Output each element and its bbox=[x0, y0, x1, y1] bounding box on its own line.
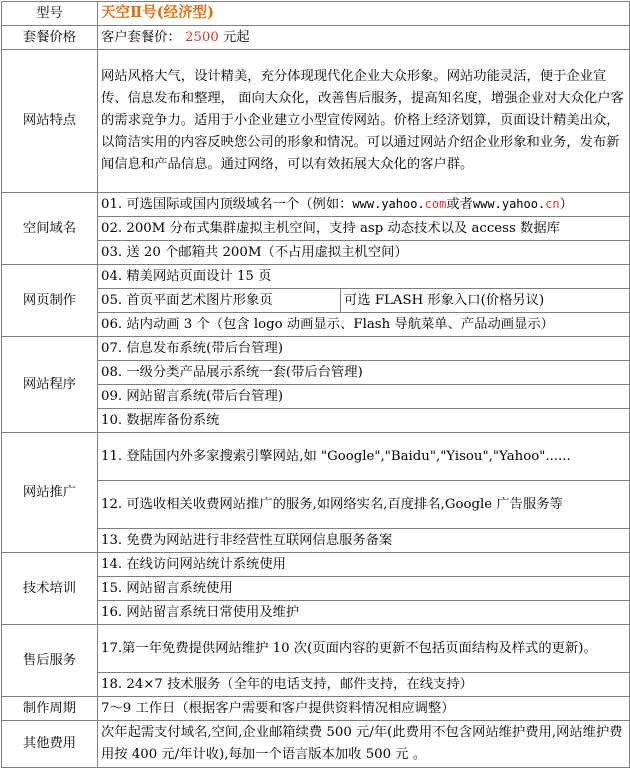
program-item-07: 07. 信息发布系统(带后台管理) bbox=[98, 337, 630, 361]
label-production-cycle: 制作周期 bbox=[2, 697, 98, 721]
promotion-item-12: 12. 可选收相关收费网站推广的服务,如网络实名,百度排名,Google 广告服务等 bbox=[98, 481, 630, 529]
label-promotion: 网站推广 bbox=[2, 433, 98, 553]
training-item-14: 14. 在线访问网站统计系统使用 bbox=[98, 553, 630, 577]
price-suffix: 元起 bbox=[223, 29, 250, 45]
label-space-domain: 空间域名 bbox=[2, 193, 98, 265]
label-features: 网站特点 bbox=[2, 50, 98, 193]
other-fees-text: 次年起需支付域名,空间,企业邮箱续费 500 元/年(此费用不包含网站维护费用,网站维护费用按 400 元/年计收),每加一个语言版本加收 500 元 。 bbox=[98, 721, 630, 768]
label-training: 技术培训 bbox=[2, 553, 98, 625]
features-text: 网站风格大气，设计精美，充分体现现代化企业大众形象。网站功能灵活，便于企业宣传、信息发布和整理， 面向大众化，改善售后服务，提高知名度，增强企业对大众化户客的需求竞争力。适用于小企业建立小型宣传网站。价格上经济划算，页面设计精美出众，以简洁实用的内容反映您公司的形象和情况。可以通过网站介绍企业形象和业务，发布新闻信息和产品信息。通过网络，可以有效拓展大众化的客户群。 bbox=[98, 50, 630, 193]
price-value bbox=[98, 26, 630, 50]
row-price bbox=[2, 26, 630, 50]
page-item-06: 06. 站内动画 3 个（包含 logo 动画显示、Flash 导航菜单、产品动画显示） bbox=[98, 313, 630, 337]
label-other-fees: 其他费用 bbox=[2, 721, 98, 768]
training-item-15: 15. 网站留言系统使用 bbox=[98, 577, 630, 601]
model-value bbox=[98, 2, 630, 26]
label-programs: 网站程序 bbox=[2, 337, 98, 433]
page-item-04: 04. 精美网站页面设计 15 页 bbox=[98, 265, 630, 289]
program-item-09: 09. 网站留言系统(带后台管理) bbox=[98, 385, 630, 409]
space-item-03: 03. 送 20 个邮箱共 200M（不占用虚拟主机空间） bbox=[98, 241, 630, 265]
price-prefix: 客户套餐价： bbox=[101, 29, 181, 45]
price-amount: 2500 bbox=[185, 29, 219, 45]
cycle-text: 7～9 工作日（根据客户需要和客户提供资料情况相应调整） bbox=[98, 697, 630, 721]
promotion-item-13: 13. 免费为网站进行非经营性互联网信息服务备案 bbox=[98, 529, 630, 553]
space-item-02: 02. 200M 分布式集群虚拟主机空间，支持 asp 动态技术以及 access 数据库 bbox=[98, 217, 630, 241]
row-training-14 bbox=[2, 553, 630, 577]
after-sales-item-18: 18. 24×7 技术服务（全年的电话支持，邮件支持，在线支持） bbox=[98, 673, 630, 697]
label-page-production: 网页制作 bbox=[2, 265, 98, 337]
training-item-16: 16. 网站留言系统日常使用及维护 bbox=[98, 601, 630, 625]
label-after-sales: 售后服务 bbox=[2, 625, 98, 697]
label-model: 型号 bbox=[2, 2, 98, 26]
row-promotion-11 bbox=[2, 433, 630, 481]
promotion-item-11: 11. 登陆国内外多家搜索引擎网站,如 "Google","Baidu","Yisou","Yahoo"...... bbox=[98, 433, 630, 481]
package-spec-table bbox=[1, 1, 630, 768]
row-other-fees bbox=[2, 721, 630, 768]
row-features bbox=[2, 50, 630, 193]
page-item-05-extra: 可选 FLASH 形象入口(价格另议) bbox=[341, 289, 630, 313]
after-sales-item-17: 17.第一年免费提供网站维护 10 次(页面内容的更新不包括页面结构及样式的更新)。 bbox=[98, 625, 630, 673]
program-item-10: 10. 数据库备份系统 bbox=[98, 409, 630, 433]
space-item-01: 01. 可选国际或国内顶级域名一个（例如：www.yahoo.com或者www.yahoo.cn） bbox=[98, 193, 630, 217]
label-package-price: 套餐价格 bbox=[2, 26, 98, 50]
page-item-05: 05. 首页平面艺术图片形象页 bbox=[98, 289, 341, 313]
row-space-01 bbox=[2, 193, 630, 217]
row-after-sales-17 bbox=[2, 625, 630, 673]
row-cycle bbox=[2, 697, 630, 721]
program-item-08: 08. 一级分类产品展示系统一套(带后台管理) bbox=[98, 361, 630, 385]
model-name: 天空Ⅱ号(经济型) bbox=[101, 4, 214, 21]
row-program-07 bbox=[2, 337, 630, 361]
row-model bbox=[2, 2, 630, 26]
row-page-04 bbox=[2, 265, 630, 289]
